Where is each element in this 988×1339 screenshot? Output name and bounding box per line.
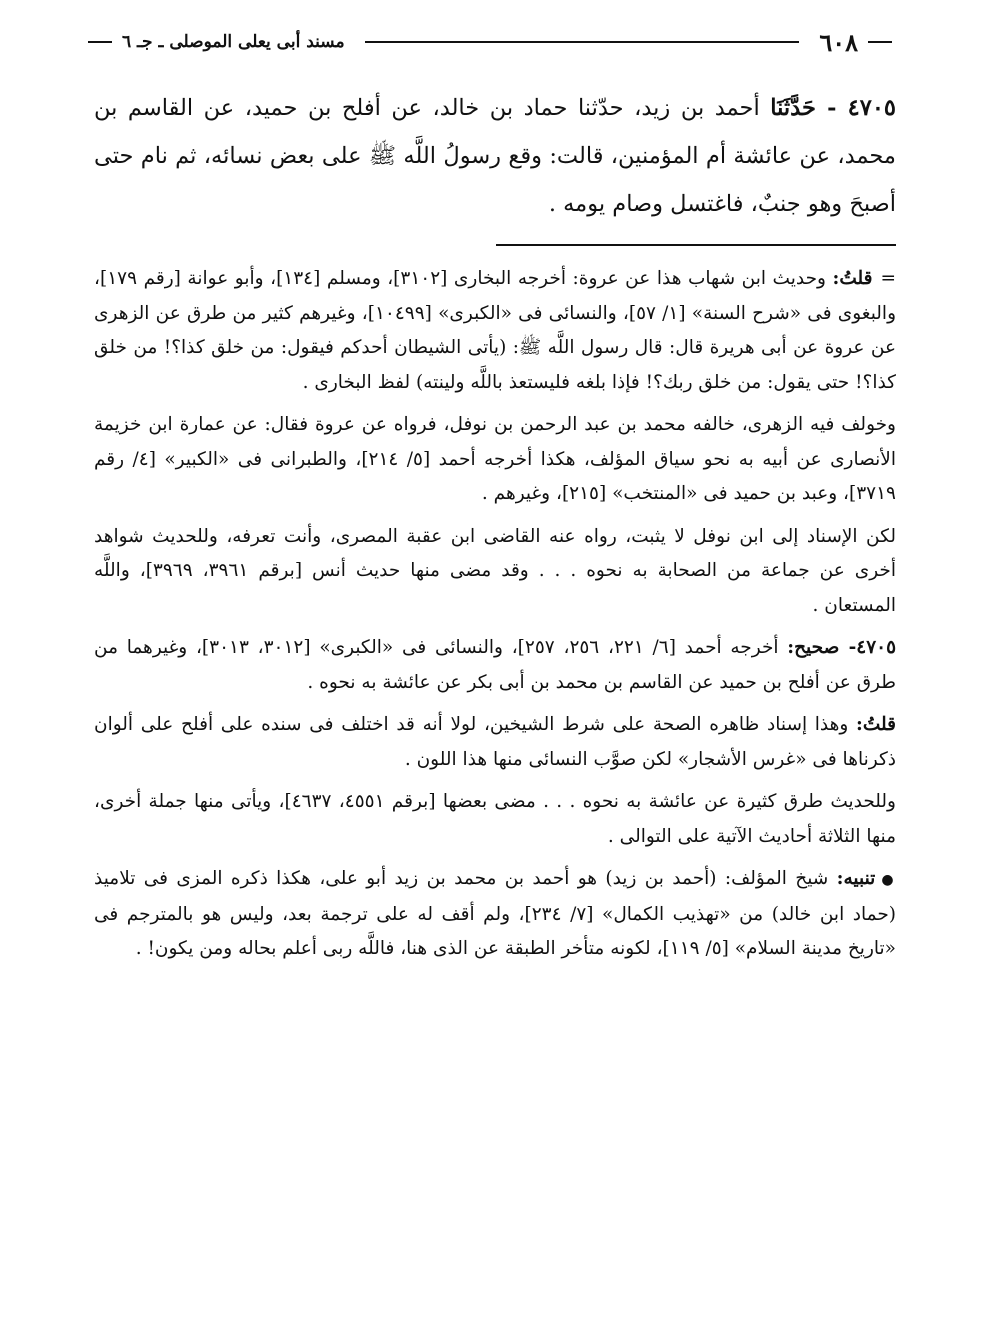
- footnote-paragraph: [94, 408, 896, 512]
- footnote-text: وحديث ابن شهاب هذا عن عروة: أخرجه البخارى [٣١٠٢]، ومسلم [١٣٤]، وأبو عوانة [رقم ١٧٩]، والبغوى فى «شرح السنة» [١/ ٥٧]، والنسائى فى «الكبرى» [١٠٤٩٩]، وغيرهم كثير من طرق عن الزهرى عن عروة عن أبى هريرة قال: قال رسول اللَّه ﷺ: (يأتى الشيطان أحدكم فيقول: من خلق كذا؟! من خلق كذا؟! حتى يقول: من خلق ربك؟! فإذا بلغه فليستعذ باللَّه ولينته) لفظ البخارى .: [94, 268, 897, 393]
- header-dash-left: [88, 41, 112, 43]
- footnote-text: لكن الإسناد إلى ابن نوفل لا يثبت، رواه عنه القاضى ابن عقبة المصرى، وأنت تعرفه، وللحديث شواهد أخرى عن جماعة من الصحابة به نحوه . . . وقد مضى منها حديث أنس [برقم ٣٩٦١، ٣٩٦٩]، واللَّه المستعان .: [94, 525, 896, 616]
- footnote-paragraph: [94, 262, 896, 400]
- footnote-paragraph: [94, 708, 896, 777]
- hadith-text-block: [94, 84, 896, 228]
- hadith-paragraph: ٤٧٠٥ - حَدَّثَنَا أحمد بن زيد، حدّثنا حماد بن خالد، عن أفلح بن حميد، عن القاسم بن محمد، عن عائشة أم المؤمنين، قالت: وقع رسولُ اللَّه ﷺ على بعض نسائه، ثم نام حتى أصبحَ وهو جنبٌ، فاغتسل وصام يومه .: [94, 95, 897, 217]
- footnote-paragraph: [94, 785, 896, 854]
- running-title: مسند أبى يعلى الموصلى ـ جـ ٦: [122, 32, 345, 52]
- footnote-text: وللحديث طرق كثيرة عن عائشة به نحوه . . . مضى بعضها [برقم ٤٥٥١، ٤٦٣٧]، ويأتى منها جملة أخرى، منها الثلاثة أحاديث الآتية على التوالى .: [94, 791, 896, 847]
- header-dash-right: [868, 41, 892, 43]
- footnote-separator: [496, 244, 896, 246]
- running-header: [88, 22, 892, 62]
- hadith-body: أحمد بن زيد، حدّثنا حماد بن خالد، عن أفلح بن حميد، عن القاسم بن محمد، عن عائشة أم المؤمنين، قالت: وقع رسولُ اللَّه ﷺ على بعض نسائه، ثم نام حتى أصبحَ وهو جنبٌ، فاغتسل وصام يومه .: [94, 95, 896, 217]
- continuation-mark: =: [880, 268, 896, 289]
- hadith-opener: حَدَّثَنَا: [770, 95, 816, 121]
- sahih-label: ٤٧٠٥- صحيح:: [787, 637, 897, 658]
- page-number: ٦٠٨: [819, 27, 858, 57]
- bullet-icon: ●: [881, 872, 896, 888]
- qult-label: قلتُ:: [856, 714, 896, 735]
- footnote-text: وهذا إسناد ظاهره الصحة على شرط الشيخين، لولا أنه قد اختلف فى سنده على أفلح على ألوان ذكرناها فى «غرس الأشجار» لكن صوَّب النسائى منها هذا اللون .: [94, 714, 896, 770]
- hadith-number: ٤٧٠٥: [847, 95, 897, 121]
- footnote-text: وخولف فيه الزهرى، خالفه محمد بن عبد الرحمن بن نوفل، فرواه عن عروة فقال: عن عمارة ابن خزيمة الأنصارى عن أبيه به نحو سياق المؤلف، هكذا أخرجه أحمد [٥/ ٢١٤]، والطبرانى فى «الكبير» [٤/ رقم ٣٧١٩]، وعبد بن حميد فى «المنتخب» [٢١٥]، وغيرهم .: [94, 414, 896, 504]
- footnotes-block: [94, 262, 896, 975]
- footnote-paragraph: [94, 631, 896, 700]
- tanbih-label: تنبيه:: [836, 868, 876, 889]
- footnote-paragraph: [94, 862, 896, 967]
- header-rule: [365, 41, 800, 43]
- footnote-text: أخرجه أحمد [٦/ ٢٢١، ٢٥٦، ٢٥٧]، والنسائى فى «الكبرى» [٣٠١٢، ٣٠١٣]، وغيرهما من طرق عن أفلح بن حميد عن القاسم بن محمد بن أبى بكر عن عائشة به نحوه .: [94, 637, 896, 693]
- qult-label: قلتُ:: [832, 268, 873, 289]
- footnote-text: شيخ المؤلف: (أحمد بن زيد) هو أحمد بن محمد بن زيد أبو على، هكذا ذكره المزى فى تلاميذ (حماد ابن خالد) من «تهذيب الكمال» [٧/ ٢٣٤]، ولم أقف له على ترجمة بعد، وليس هو بالمترجم فى «تاريخ مدينة السلام» [٥/ ١١٩]، لكونه متأخر الطبقة عن الذى هنا، فاللَّه ربى أعلم بحاله ومن يكون! .: [94, 868, 896, 959]
- footnote-paragraph: [94, 520, 896, 624]
